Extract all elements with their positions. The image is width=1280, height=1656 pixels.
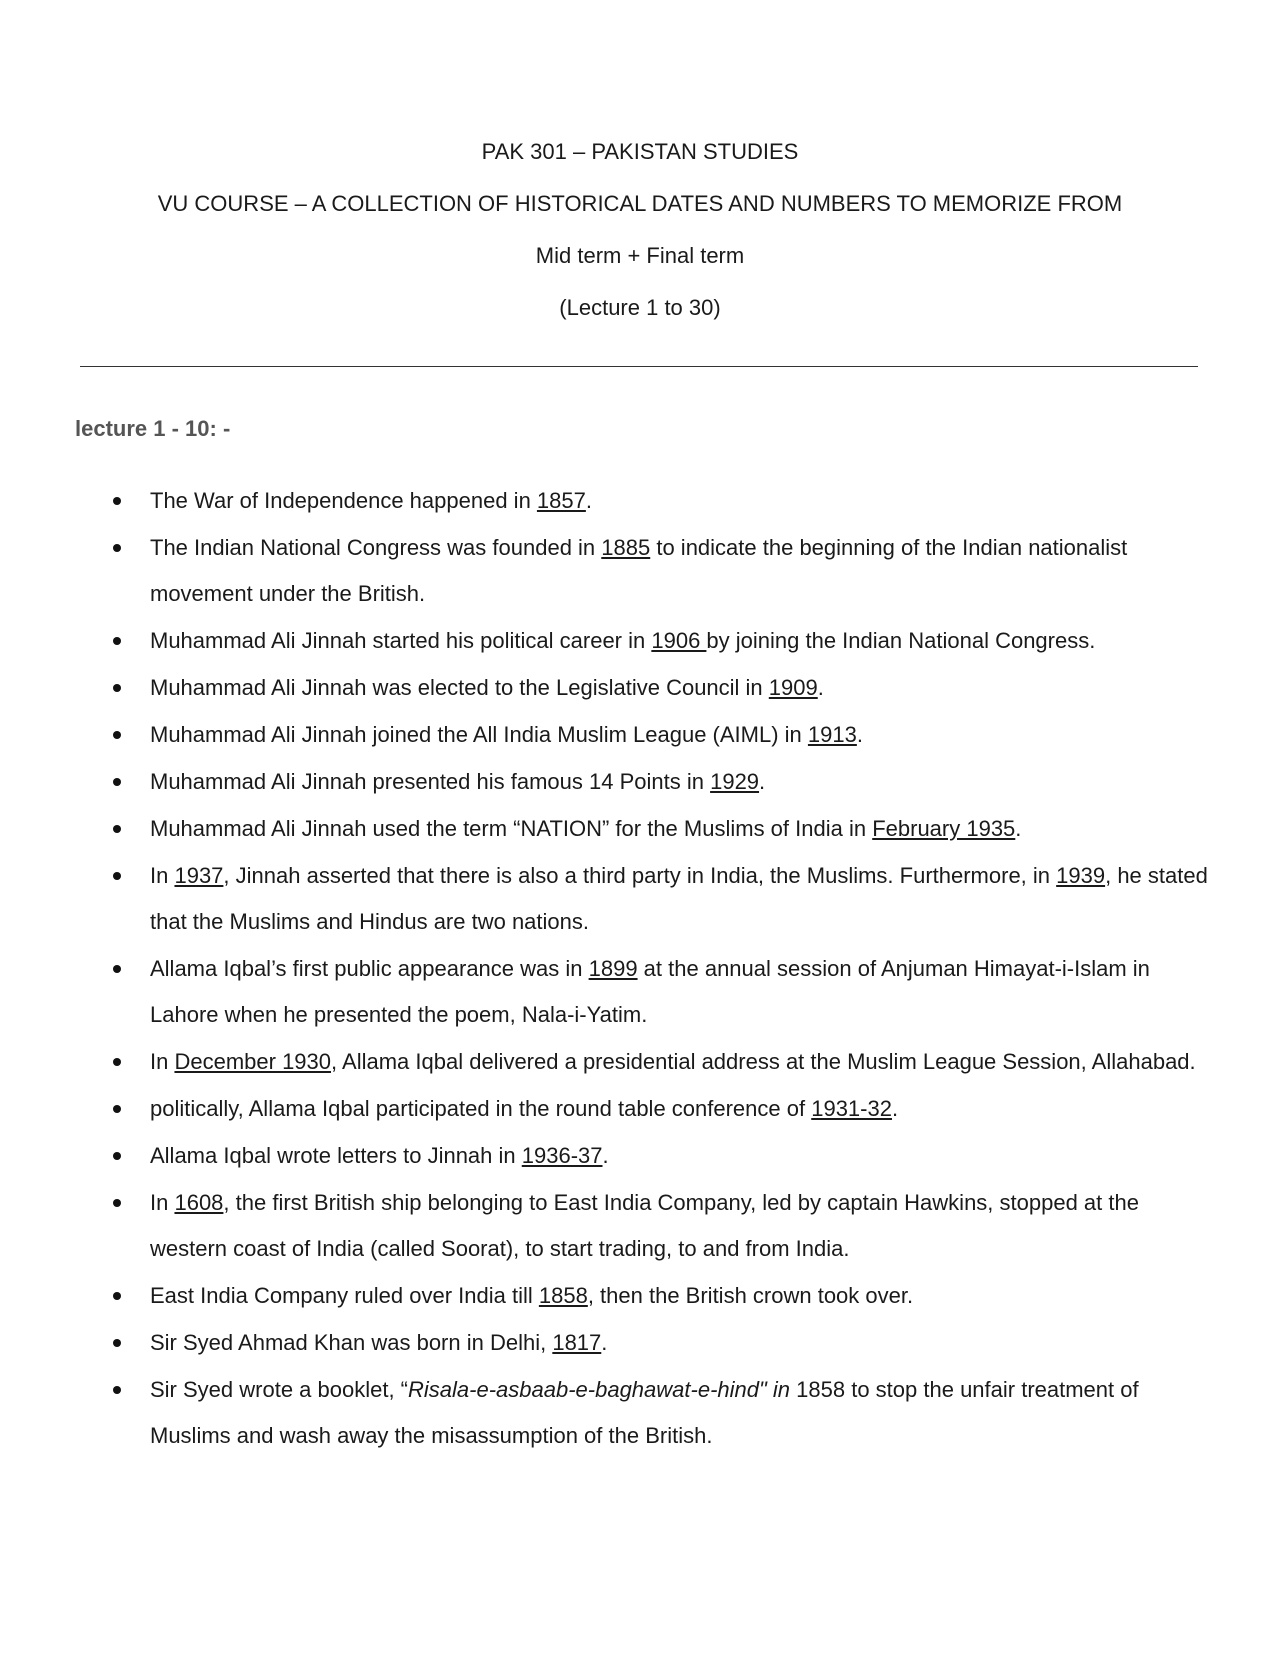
bullet-icon bbox=[113, 872, 121, 880]
list-item-text: . bbox=[601, 1330, 608, 1355]
list-item-text: Sir Syed wrote a booklet, “ bbox=[150, 1377, 409, 1402]
list-item-text: . bbox=[891, 1096, 899, 1121]
list-item-text: by joining the Indian National Congress. bbox=[706, 628, 1096, 653]
list-item bbox=[0, 1320, 1280, 1366]
list-item-text: In bbox=[150, 863, 175, 888]
bullet-icon bbox=[113, 965, 121, 973]
list-item bbox=[0, 1133, 1280, 1179]
list-item bbox=[0, 618, 1280, 664]
list-item bbox=[0, 946, 1280, 1038]
bullet-icon bbox=[113, 825, 121, 833]
list-item-text: . bbox=[759, 769, 766, 794]
bullet-icon bbox=[113, 778, 121, 786]
list-item bbox=[0, 806, 1280, 852]
list-item-text: East India Company ruled over India till bbox=[150, 1283, 539, 1308]
list-item bbox=[0, 478, 1280, 524]
list-item-text: , the first British ship belonging to East India Company, led by captain Hawkins, stopped at the western coast of India (called Soorat), to start trading, to and from India. bbox=[150, 1190, 1139, 1261]
underlined-date: 1931-32 bbox=[811, 1096, 892, 1121]
list-item-text: In bbox=[150, 1190, 175, 1215]
underlined-date: 1857 bbox=[536, 488, 586, 513]
underlined-date: 1906 bbox=[651, 628, 707, 653]
underlined-date: 1929 bbox=[710, 769, 760, 794]
underlined-date: 1817 bbox=[552, 1330, 602, 1355]
bullet-icon bbox=[113, 1152, 121, 1160]
list-item-text: at the annual session of Anjuman Himayat-i-Islam in Lahore when he presented the poem, Nala-i-Yatim. bbox=[150, 956, 1150, 1027]
list-item-text: , Allama Iqbal delivered a presidential address at the Muslim League Session, Allahabad. bbox=[331, 1049, 1196, 1074]
list-item-text: , he stated that the Muslims and Hindus are two nations. bbox=[150, 863, 1208, 934]
list-item bbox=[0, 759, 1280, 805]
facts-list bbox=[0, 478, 1280, 1460]
list-item bbox=[0, 853, 1280, 945]
bullet-icon bbox=[113, 544, 121, 552]
list-item bbox=[0, 1086, 1280, 1132]
list-item bbox=[0, 712, 1280, 758]
bullet-icon bbox=[113, 1292, 121, 1300]
list-item bbox=[0, 1039, 1280, 1085]
list-item-text: Muhammad Ali Jinnah joined the All India Muslim League (AIML) in bbox=[150, 722, 808, 747]
bullet-icon bbox=[113, 637, 121, 645]
list-item-text: . bbox=[585, 488, 592, 513]
underlined-date: 1936-37 bbox=[521, 1143, 603, 1168]
underlined-date: December 1930 bbox=[174, 1049, 332, 1074]
horizontal-rule bbox=[80, 366, 1198, 367]
section-heading: lecture 1 - 10: - bbox=[75, 416, 231, 441]
list-item-text: to indicate the beginning of the Indian nationalist movement under the British. bbox=[150, 535, 1128, 606]
list-item bbox=[0, 525, 1280, 617]
list-item bbox=[0, 665, 1280, 711]
list-item-text: The War of Independence happened in bbox=[150, 488, 537, 513]
underlined-date: 1608 bbox=[174, 1190, 224, 1215]
document-subtitle: VU COURSE – A COLLECTION OF HISTORICAL DATES AND NUMBERS TO MEMORIZE FROM bbox=[157, 191, 1123, 216]
underlined-date: 1909 bbox=[768, 675, 818, 700]
list-item-text: Muhammad Ali Jinnah presented his famous 14 Points in bbox=[150, 769, 711, 794]
underlined-date: 1913 bbox=[807, 722, 857, 747]
bullet-icon bbox=[113, 1058, 121, 1066]
list-item bbox=[0, 1273, 1280, 1319]
list-item-text: , Jinnah asserted that there is also a third party in India, the Muslims. Furthermore, in bbox=[223, 863, 1057, 888]
document-title: PAK 301 – PAKISTAN STUDIES bbox=[481, 139, 799, 164]
bullet-icon bbox=[113, 1339, 121, 1347]
list-item-text: , then the British crown took over. bbox=[587, 1283, 914, 1308]
underlined-date: 1937 bbox=[174, 863, 224, 888]
underlined-date: February 1935 bbox=[872, 816, 1016, 841]
list-item bbox=[0, 1367, 1280, 1459]
bullet-icon bbox=[113, 731, 121, 739]
bullet-icon bbox=[113, 497, 121, 505]
list-item-text: Muhammad Ali Jinnah was elected to the Legislative Council in bbox=[150, 675, 769, 700]
underlined-date: 1885 bbox=[601, 535, 651, 560]
underlined-date: 1858 bbox=[538, 1283, 588, 1308]
list-item-text: . bbox=[602, 1143, 609, 1168]
underlined-date: 1939 bbox=[1056, 863, 1106, 888]
underlined-date: 1899 bbox=[588, 956, 638, 981]
bullet-icon bbox=[113, 684, 121, 692]
list-item-text: . bbox=[817, 675, 824, 700]
list-item-text: In bbox=[150, 1049, 175, 1074]
document-lecture-range: (Lecture 1 to 30) bbox=[559, 295, 721, 320]
document-scope: Mid term + Final term bbox=[535, 243, 745, 268]
bullet-icon bbox=[113, 1105, 121, 1113]
bullet-icon bbox=[113, 1386, 121, 1394]
list-item bbox=[0, 1180, 1280, 1272]
list-item-text: politically, Allama Iqbal participated in the round table conference of bbox=[150, 1096, 812, 1121]
list-item-text: . bbox=[1015, 816, 1022, 841]
list-item-text: . bbox=[856, 722, 863, 747]
list-item-text: Muhammad Ali Jinnah started his political career in bbox=[150, 628, 652, 653]
bullet-icon bbox=[113, 1199, 121, 1207]
list-item-text: Sir Syed Ahmad Khan was born in Delhi, bbox=[150, 1330, 553, 1355]
list-item-text: Muhammad Ali Jinnah used the term “NATION” for the Muslims of India in bbox=[150, 816, 873, 841]
list-item-text: Allama Iqbal’s first public appearance was in bbox=[150, 956, 589, 981]
italic-title: Risala-e-asbaab-e-baghawat-e-hind" in bbox=[408, 1377, 791, 1402]
list-item-text: The Indian National Congress was founded in bbox=[150, 535, 602, 560]
list-item-text: 1858 to stop the unfair treatment of Muslims and wash away the misassumption of the British. bbox=[150, 1377, 1139, 1448]
list-item-text: Allama Iqbal wrote letters to Jinnah in bbox=[150, 1143, 522, 1168]
